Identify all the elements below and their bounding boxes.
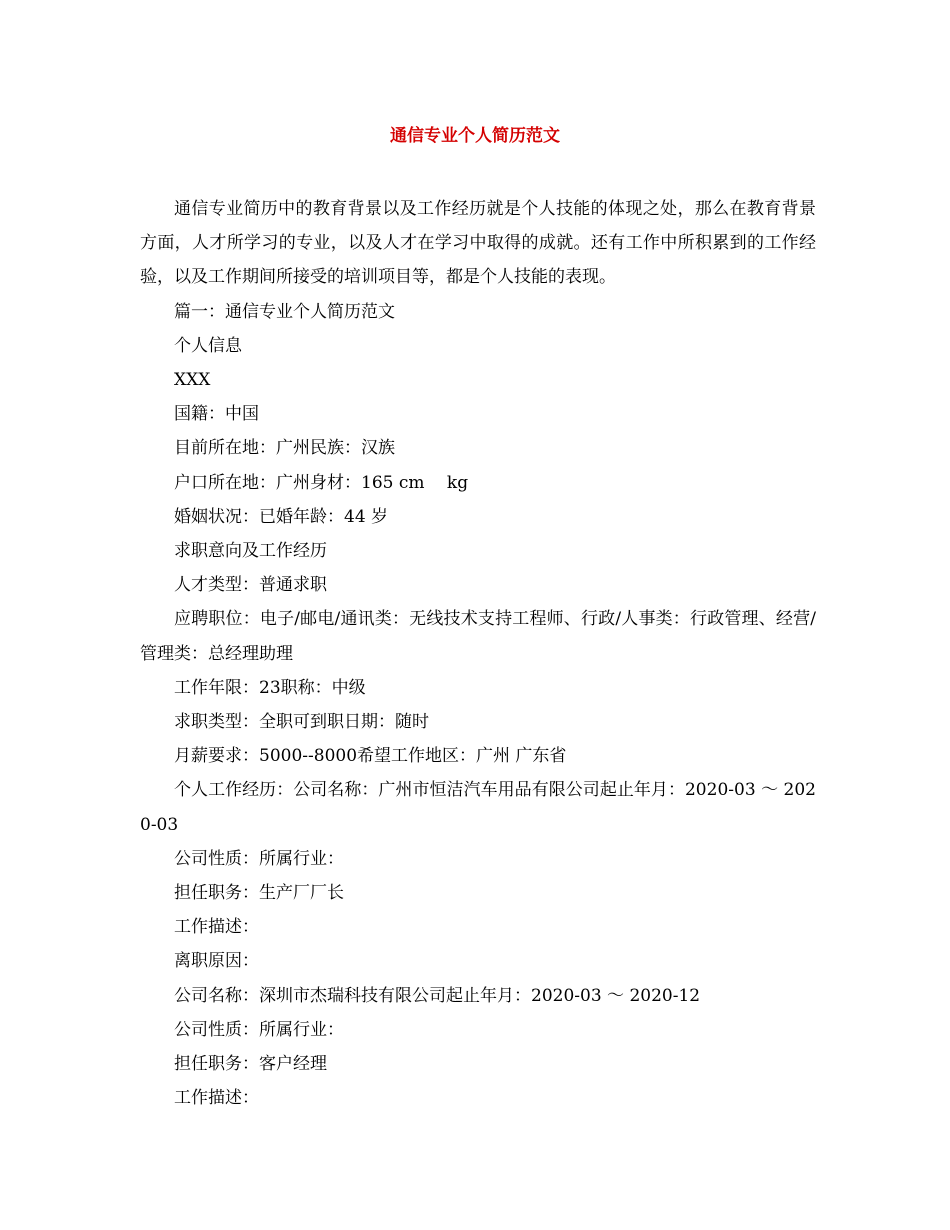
- resume-line: 工作描述：: [174, 917, 259, 938]
- resume-line: 国籍：中国: [174, 404, 259, 425]
- section-heading: 篇一：通信专业个人简历范文: [174, 301, 395, 322]
- resume-line: 公司名称：深圳市杰瑞科技有限公司起止年月：2020-03 ～ 2020-12: [174, 985, 701, 1006]
- resume-line: 工作年限：23职称：中级: [174, 677, 366, 698]
- resume-line: 工作描述：: [174, 1088, 259, 1109]
- resume-line: 月薪要求：5000--8000希望工作地区：广州 广东省: [174, 746, 567, 767]
- resume-line: 公司性质：所属行业：: [174, 1019, 344, 1040]
- document-body: [140, 192, 816, 1115]
- resume-line: 求职类型：全职可到职日期：随时: [174, 712, 429, 733]
- subsection-heading: 个人信息: [174, 335, 242, 356]
- resume-line: 人才类型：普通求职: [174, 575, 327, 596]
- resume-line: 户口所在地：广州身材：165 cm kg: [174, 472, 469, 493]
- resume-line: 应聘职位：电子/邮电/通讯类：无线技术支持工程师、行政/人事类：行政管理、经营/管理类：总经理助理: [140, 609, 816, 664]
- resume-line: 婚姻状况：已婚年龄：44 岁: [174, 506, 389, 527]
- resume-line: 担任职务：客户经理: [174, 1054, 327, 1075]
- resume-line: 个人工作经历：公司名称：广州市恒洁汽车用品有限公司起止年月：2020-03 ～ 2020-03: [140, 780, 816, 835]
- page-title: 通信专业个人简历范文: [390, 126, 560, 146]
- resume-line: XXX: [174, 370, 211, 391]
- subsection-heading: 求职意向及工作经历: [174, 541, 327, 562]
- resume-line: 目前所在地：广州民族：汉族: [174, 438, 395, 459]
- intro-paragraph: 通信专业简历中的教育背景以及工作经历就是个人技能的体现之处，那么在教育背景方面，人才所学习的专业，以及人才在学习中取得的成就。还有工作中所积累到的工作经验，以及工作期间所接受的培训项目等，都是个人技能的表现。: [140, 199, 816, 288]
- resume-line: 离职原因：: [174, 951, 259, 972]
- resume-line: 公司性质：所属行业：: [174, 848, 344, 869]
- resume-line: 担任职务：生产厂厂长: [174, 883, 344, 904]
